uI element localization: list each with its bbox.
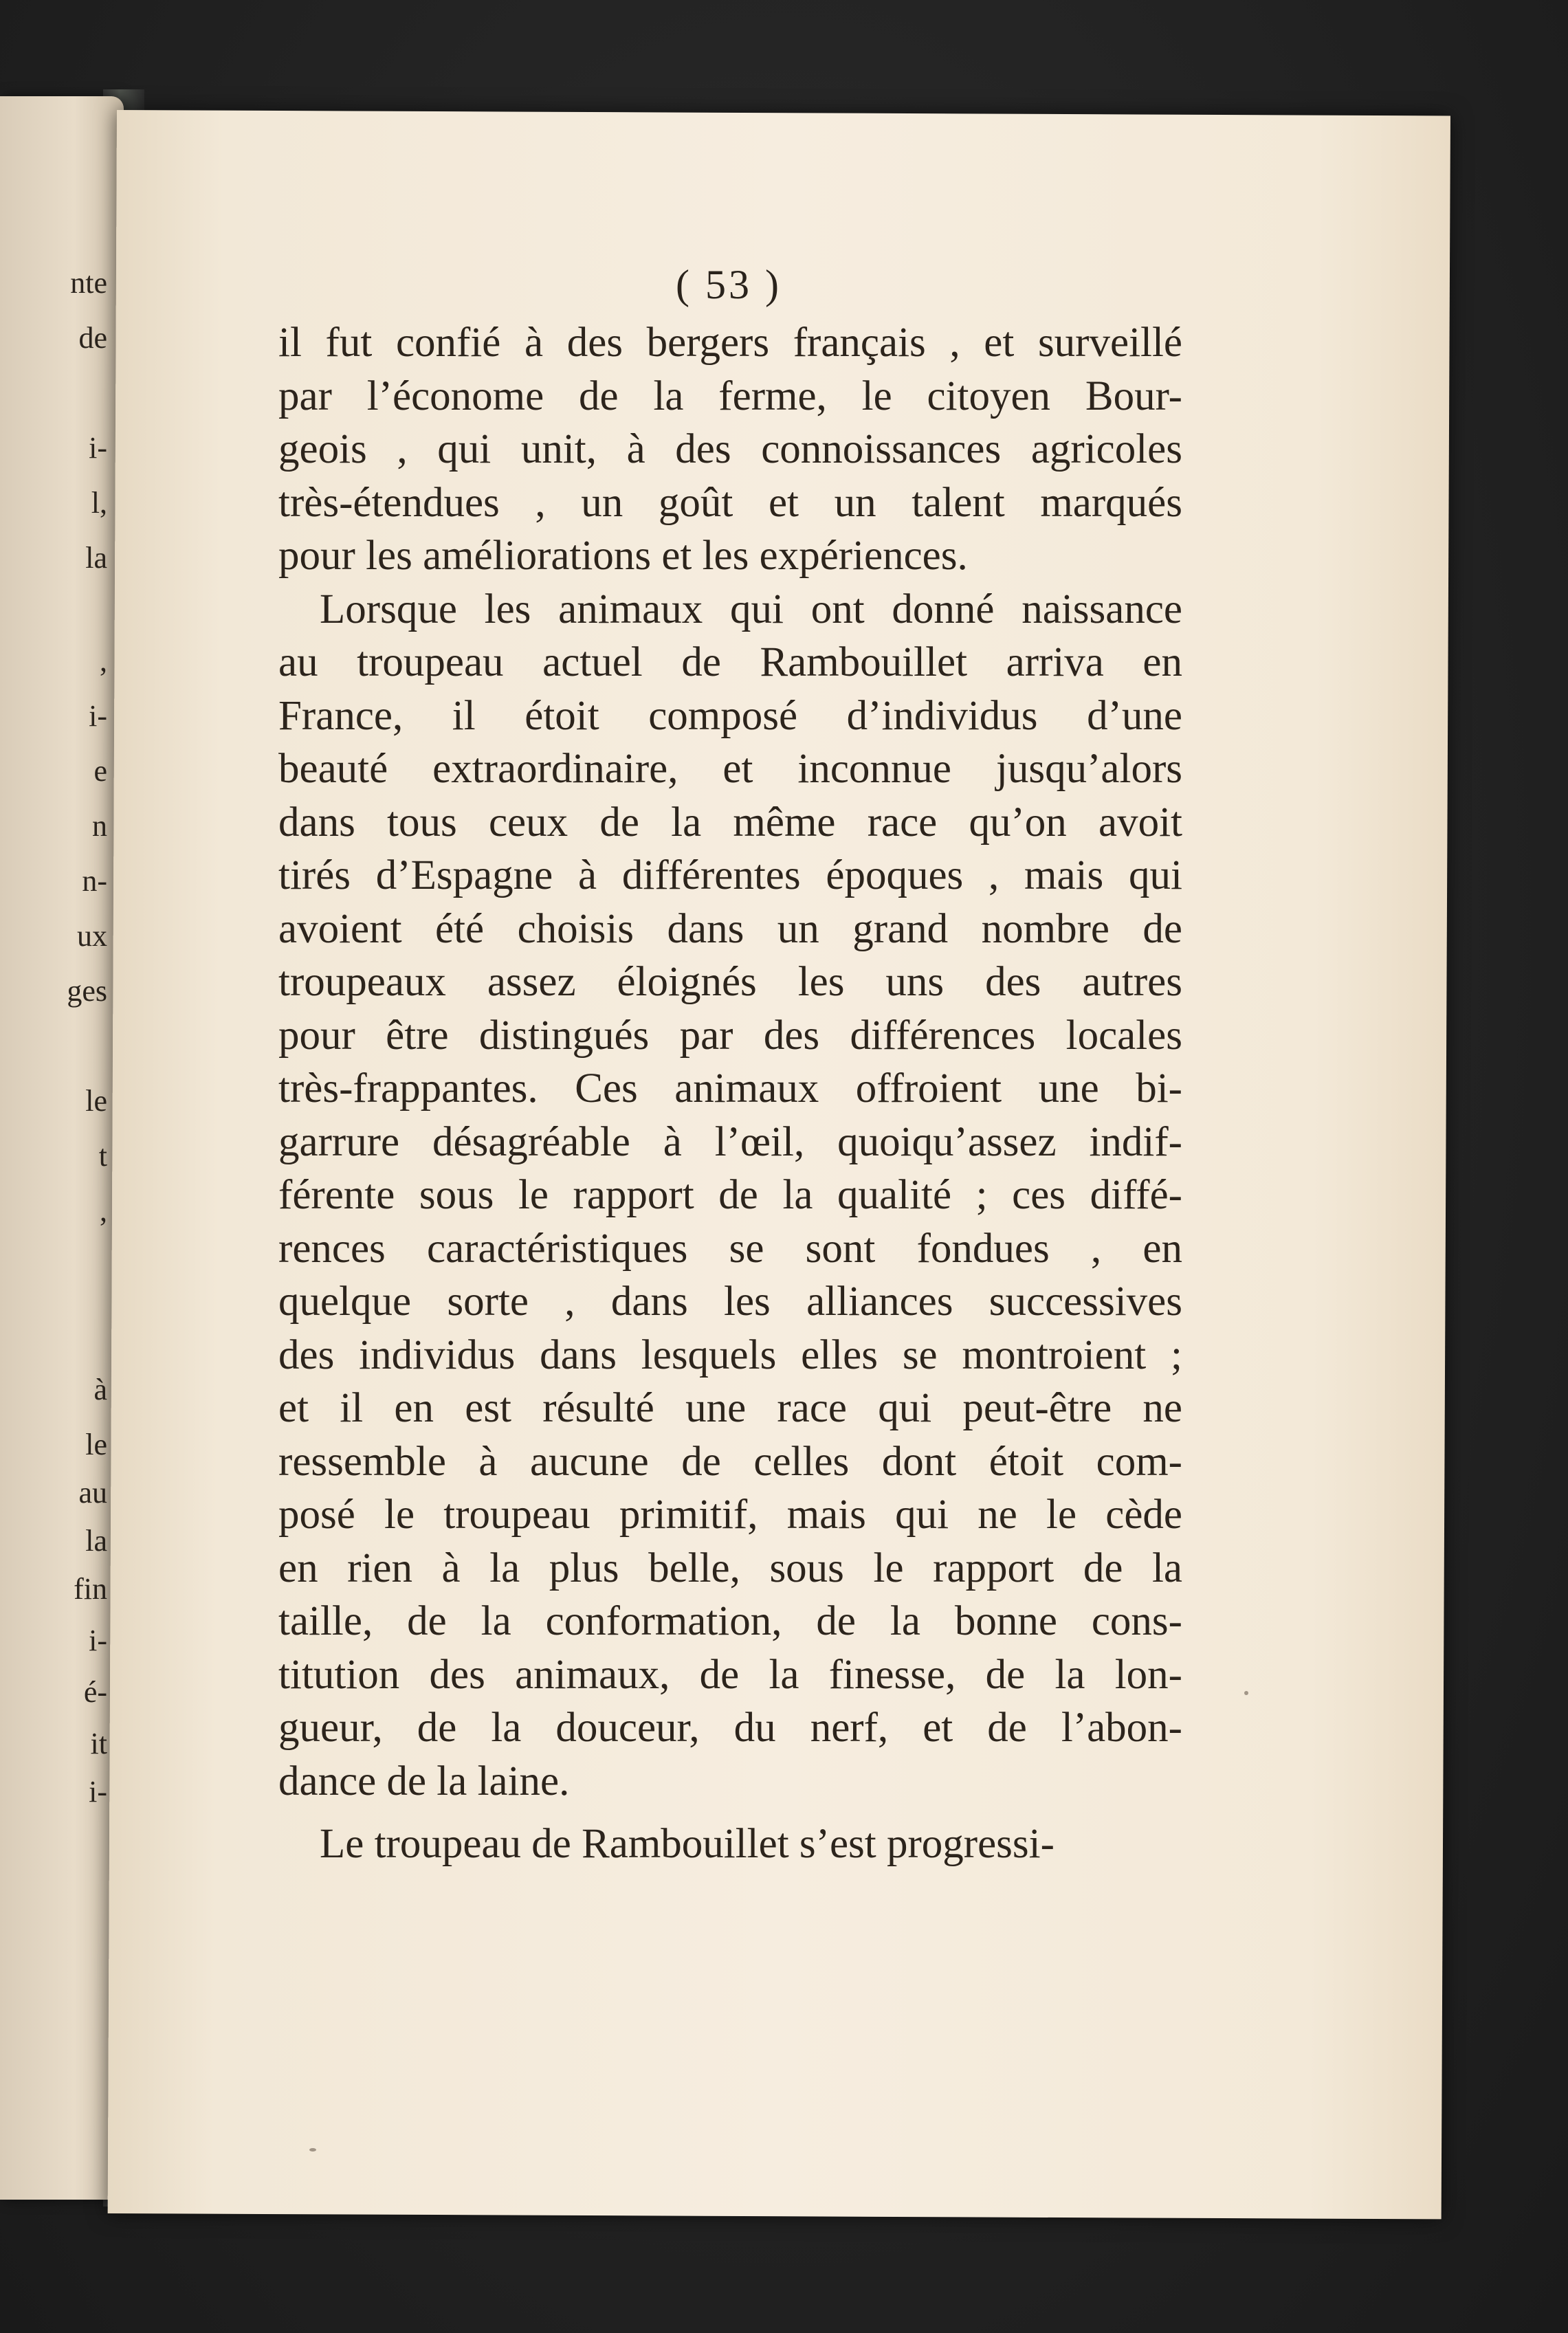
text-line: troupeaux assez éloignés les uns des autres bbox=[278, 959, 1182, 1005]
left-page-fragment: n bbox=[92, 809, 107, 843]
text-line: Lorsque les animaux qui ont donné naissance bbox=[320, 586, 1182, 632]
left-page-edge bbox=[0, 96, 124, 2200]
left-page-fragment: e bbox=[93, 754, 107, 788]
text-line: ressemble à aucune de celles dont étoit com- bbox=[278, 1438, 1182, 1485]
left-page-fragment: à bbox=[93, 1373, 107, 1406]
paper-speck bbox=[309, 2148, 316, 2152]
text-line: au troupeau actuel de Rambouillet arriva en bbox=[278, 639, 1182, 685]
text-line: très-étendues , un goût et un talent marqués bbox=[278, 479, 1182, 526]
text-line: en rien à la plus belle, sous le rapport de la bbox=[278, 1545, 1182, 1591]
left-page-fragment: le bbox=[85, 1428, 107, 1461]
left-page-fragment: de bbox=[78, 321, 107, 355]
text-line: il fut confié à des bergers français , et surveillé bbox=[278, 320, 1182, 366]
text-line: rences caractéristiques se sont fondues , en bbox=[278, 1225, 1182, 1272]
left-page-fragment: au bbox=[78, 1476, 107, 1510]
text-line: posé le troupeau primitif, mais qui ne le cède bbox=[278, 1492, 1182, 1538]
text-line: quelque sorte , dans les alliances successives bbox=[278, 1279, 1182, 1325]
left-page-fragment: i- bbox=[89, 431, 107, 465]
left-page-fragment: it bbox=[90, 1727, 107, 1760]
text-line: par l’économe de la ferme, le citoyen Bour- bbox=[278, 373, 1182, 419]
left-page-fragment: la bbox=[85, 1524, 107, 1558]
left-page-fragment: nte bbox=[70, 266, 107, 300]
left-page-fragment: fin bbox=[74, 1572, 107, 1606]
text-line: pour être distingués par des différences locales bbox=[278, 1012, 1182, 1059]
text-line: avoient été choisis dans un grand nombre de bbox=[278, 905, 1182, 952]
paper-speck bbox=[1244, 1691, 1248, 1695]
left-page-fragment: la bbox=[85, 541, 107, 575]
left-page-fragment: t bbox=[98, 1139, 107, 1173]
left-page-fragment: ges bbox=[67, 974, 107, 1008]
text-line: titution des animaux, de la finesse, de la lon- bbox=[278, 1651, 1182, 1698]
text-line: pour les améliorations et les expériences. bbox=[278, 533, 968, 579]
text-line: taille, de la conformation, de la bonne cons- bbox=[278, 1598, 1182, 1644]
text-line: tirés d’Espagne à différentes époques , mais qui bbox=[278, 852, 1182, 898]
text-line: très-frappantes. Ces animaux offroient une bi- bbox=[278, 1065, 1182, 1112]
left-page-fragment: i- bbox=[89, 699, 107, 733]
left-page-fragment: l, bbox=[91, 486, 107, 520]
text-line: garrure désagréable à l’œil, quoiqu’assez indif- bbox=[278, 1118, 1182, 1165]
text-line: dance de la laine. bbox=[278, 1758, 570, 1804]
left-page-fragment: i- bbox=[89, 1775, 107, 1809]
text-line: France, il étoit composé d’individus d’une bbox=[278, 692, 1182, 739]
text-line: férente sous le rapport de la qualité ; ces diffé- bbox=[278, 1172, 1182, 1218]
text-line: beauté extraordinaire, et inconnue jusqu’alors bbox=[278, 746, 1182, 792]
left-page-fragment: , bbox=[100, 1194, 107, 1228]
text-line: Le troupeau de Rambouillet s’est progressi- bbox=[320, 1821, 1054, 1867]
body-text bbox=[278, 316, 1182, 1871]
left-page-fragment: i- bbox=[89, 1624, 107, 1657]
left-page-fragment: , bbox=[100, 644, 107, 678]
text-line: geois , qui unit, à des connoissances agricoles bbox=[278, 426, 1182, 472]
left-page-fragment: ux bbox=[77, 919, 107, 953]
text-line: gueur, de la douceur, du nerf, et de l’abon- bbox=[278, 1705, 1182, 1751]
left-page-fragment: n- bbox=[82, 864, 107, 898]
left-page-fragment: le bbox=[85, 1084, 107, 1118]
page-number: ( 53 ) bbox=[676, 262, 782, 307]
left-page-fragment: é- bbox=[83, 1675, 107, 1709]
text-line: dans tous ceux de la même race qu’on avoit bbox=[278, 799, 1182, 845]
text-line: des individus dans lesquels elles se montroient ; bbox=[278, 1331, 1182, 1378]
text-line: et il en est résulté une race qui peut-être ne bbox=[278, 1385, 1182, 1431]
